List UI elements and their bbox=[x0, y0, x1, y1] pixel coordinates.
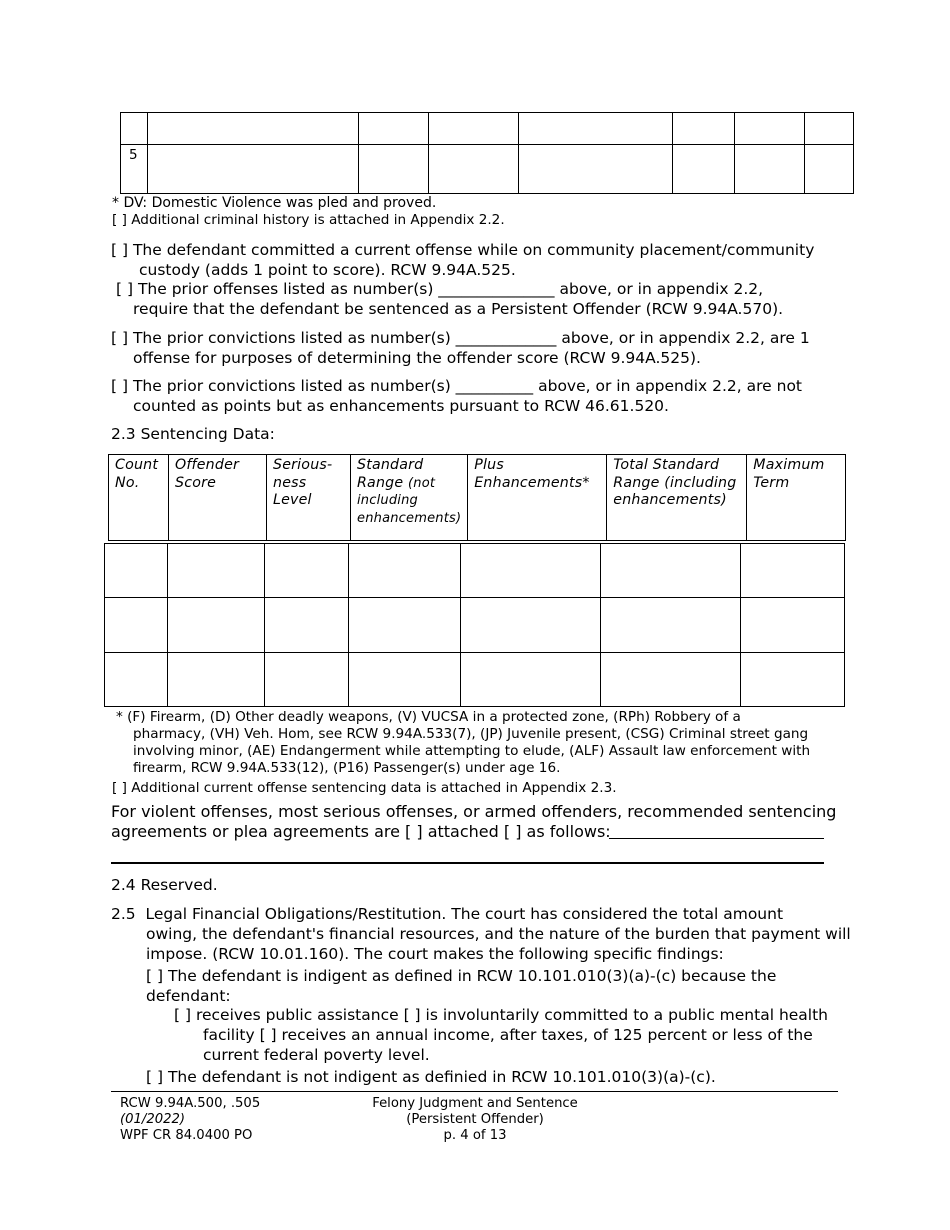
header-maximum-term: Maximum Term bbox=[747, 455, 846, 541]
violent-offenses-para: For violent offenses, most serious offenses, or armed offenders, recommended sentencing agreements or plea agreements are [ ] attached [ ] as follows: bbox=[111, 802, 837, 841]
community-placement-checkbox[interactable]: [ ] The defendant committed a current offense while on community placement/community bbox=[111, 241, 815, 259]
section-2-5: 2.5 Legal Financial Obligations/Restitution. The court has considered the total amount owing, the defendant's financial resources, and the nature of the burden that payment will impose. (RCW 10.01.160). The court makes the following specific findings: bbox=[111, 905, 851, 963]
section-heading: 2.4 Reserved. bbox=[111, 876, 218, 894]
table-row bbox=[105, 544, 845, 598]
footer-center: Felony Judgment and Sentence (Persistent Offender) p. 4 of 13 bbox=[372, 1096, 578, 1143]
standard-range-cell[interactable] bbox=[349, 653, 461, 707]
indigent-reasons-checkboxes[interactable]: [ ] receives public assistance [ ] is involuntarily committed to a public mental health bbox=[174, 1006, 829, 1024]
community-placement-para: [ ] The defendant committed a current offense while on community placement/community custody (adds 1 point to score). RCW 9.94A.525. bbox=[111, 241, 815, 279]
additional-current-checkbox[interactable]: [ ] Additional current offense sentencing data is attached in Appendix 2.3. bbox=[112, 780, 617, 796]
enhancements-cell[interactable] bbox=[461, 653, 601, 707]
enhancements-para: [ ] The prior convictions listed as number(s) __________ above, or in appendix 2.2, are not counted as points but as enhancements pursuant to RCW 46.61.520. bbox=[111, 377, 802, 415]
persistent-offender-para: [ ] The prior offenses listed as number(s) _______________ above, or in appendix 2.2, require that the defendant be sentenced as a Persistent Offender (RCW 9.94A.570). bbox=[116, 280, 784, 318]
indigent-para: [ ] The defendant is indigent as defined in RCW 10.101.010(3)(a)-(c) because the defendant: bbox=[146, 967, 777, 1005]
maximum-term-cell[interactable] bbox=[741, 598, 845, 653]
table-row bbox=[121, 145, 854, 194]
seriousness-cell[interactable] bbox=[265, 598, 349, 653]
sentencing-table-header bbox=[108, 454, 846, 541]
count-cell[interactable] bbox=[105, 598, 168, 653]
standard-range-cell[interactable] bbox=[349, 598, 461, 653]
offender-score-cell[interactable] bbox=[168, 653, 265, 707]
persistent-offender-checkbox[interactable]: [ ] The prior offenses listed as number(s) _______________ above, or in appendix 2.2, bbox=[116, 280, 764, 298]
footer-left: RCW 9.94A.500, .505 (01/2022) WPF CR 84.0400 PO bbox=[120, 1096, 261, 1143]
full-blank-line[interactable] bbox=[111, 862, 824, 864]
header-count: Count No. bbox=[109, 455, 169, 541]
standard-range-cell[interactable] bbox=[349, 544, 461, 598]
enhancements-cell[interactable] bbox=[461, 598, 601, 653]
not-indigent-checkbox[interactable]: [ ] The defendant is not indigent as definied in RCW 10.101.010(3)(a)-(c). bbox=[146, 1068, 716, 1086]
header-offender-score: Offender Score bbox=[169, 455, 267, 541]
total-range-cell[interactable] bbox=[601, 598, 741, 653]
same-offense-para: [ ] The prior convictions listed as number(s) _____________ above, or in appendix 2.2, are 1 offense for purposes of determining the offender score (RCW 9.94A.525). bbox=[111, 329, 810, 367]
enhancements-cell[interactable] bbox=[461, 544, 601, 598]
header-plus-enhancements: Plus Enhancements* bbox=[468, 455, 607, 541]
dv-note: * DV: Domestic Violence was pled and proved. bbox=[112, 195, 437, 211]
section-heading: 2.3 Sentencing Data: bbox=[111, 425, 275, 443]
indigent-checkbox[interactable]: [ ] The defendant is indigent as defined in RCW 10.101.010(3)(a)-(c) because the bbox=[146, 967, 777, 985]
plea-agreement-checkboxes[interactable]: agreements or plea agreements are [ ] attached [ ] as follows: bbox=[111, 822, 611, 841]
table-row bbox=[121, 113, 854, 145]
offender-score-cell[interactable] bbox=[168, 544, 265, 598]
maximum-term-cell[interactable] bbox=[741, 653, 845, 707]
maximum-term-cell[interactable] bbox=[741, 544, 845, 598]
seriousness-cell[interactable] bbox=[265, 544, 349, 598]
count-cell[interactable] bbox=[105, 544, 168, 598]
offender-score-cell[interactable] bbox=[168, 598, 265, 653]
table-row bbox=[105, 598, 845, 653]
total-range-cell[interactable] bbox=[601, 544, 741, 598]
table-row bbox=[105, 653, 845, 707]
enhancements-note: * (F) Firearm, (D) Other deadly weapons, (V) VUCSA in a protected zone, (RPh) Robbery of a pharmacy, (VH) Veh. Hom, see RCW 9.94A.533(7), (JP) Juvenile present, (CSG) Criminal street gang involving minor, (AE) Endangerment while attempting to elude, (ALF) Assault law enforcement with firearm, RCW 9.94A.533(12), (P16) Passenger(s) under age 16. bbox=[116, 709, 811, 776]
same-offense-checkbox[interactable]: [ ] The prior convictions listed as number(s) _____________ above, or in appendix 2.2, are 1 bbox=[111, 329, 810, 347]
header-standard-range: Standard Range (not including enhancements) bbox=[351, 455, 468, 541]
seriousness-cell[interactable] bbox=[265, 653, 349, 707]
history-num-cell bbox=[121, 113, 148, 145]
count-cell[interactable] bbox=[105, 653, 168, 707]
footer-divider bbox=[111, 1091, 838, 1092]
additional-history-checkbox[interactable]: [ ] Additional criminal history is attached in Appendix 2.2. bbox=[112, 212, 505, 228]
follows-blank-line[interactable] bbox=[609, 838, 824, 839]
total-range-cell[interactable] bbox=[601, 653, 741, 707]
header-total-range: Total Standard Range (including enhancements) bbox=[607, 455, 747, 541]
indigent-reasons: [ ] receives public assistance [ ] is involuntarily committed to a public mental health facility [ ] receives an annual income, after taxes, of 125 percent or less of the current federal poverty level. bbox=[174, 1006, 829, 1064]
history-num-cell: 5 bbox=[121, 145, 148, 194]
criminal-history-table bbox=[120, 112, 854, 194]
table-header-row bbox=[109, 455, 846, 541]
header-seriousness: Serious-ness Level bbox=[267, 455, 351, 541]
sentencing-table-body bbox=[104, 543, 845, 707]
enhancements-checkbox[interactable]: [ ] The prior convictions listed as number(s) __________ above, or in appendix 2.2, are not bbox=[111, 377, 802, 395]
